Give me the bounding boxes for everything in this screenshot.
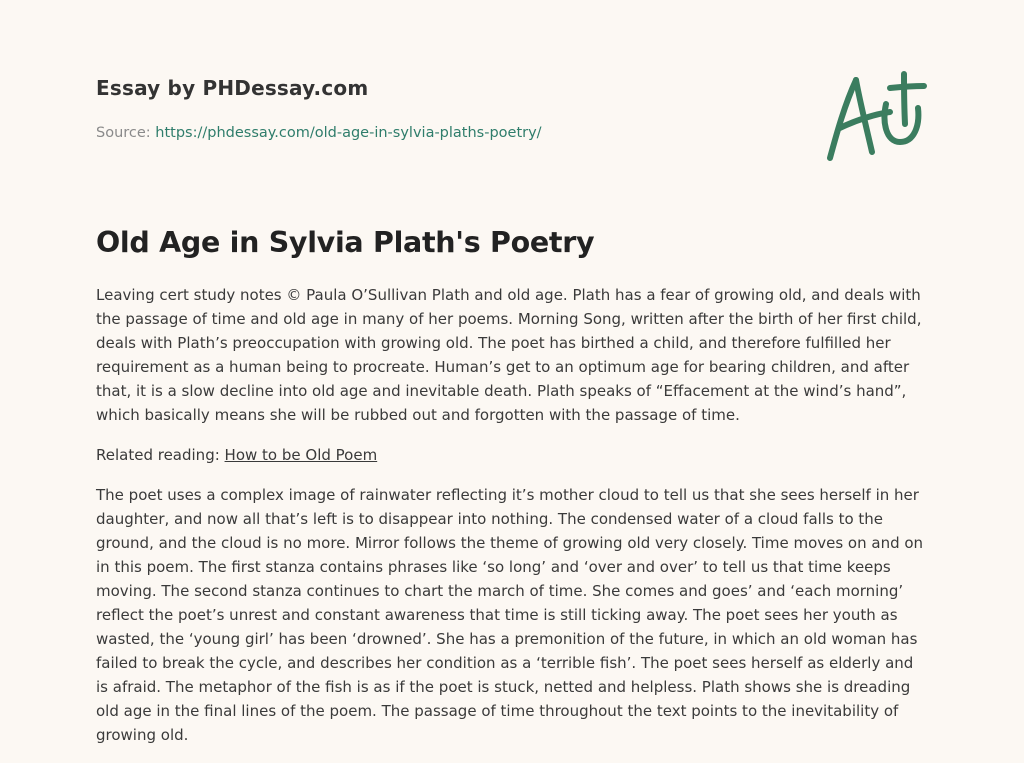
- a-plus-grade-icon: [820, 66, 930, 166]
- article-paragraph-1: Leaving cert study notes © Paula O’Sullivan Plath and old age. Plath has a fear of growing old, and deals with the passage of time and old age in many of her poems. Morning Song, written after the birth of her first child, deals with Plath’s preoccupation with growing old. The poet has birthed a child, and therefore fulfilled her requirement as a human being to procreate. Human’s get to an optimum age for bearing children, and after that, it is a slow decline into old age and inevitable death. Plath speaks of “Effacement at the wind’s hand”, which basically means she will be rubbed out and forgotten with the passage of time.: [96, 286, 922, 424]
- article: [96, 226, 930, 763]
- source-link[interactable]: https://phdessay.com/old-age-in-sylvia-plaths-poetry/: [155, 125, 542, 141]
- source-label: Source:: [96, 125, 151, 141]
- page-title: Old Age in Sylvia Plath's Poetry: [96, 226, 595, 259]
- related-reading-label: Related reading:: [96, 446, 220, 464]
- site-title: Essay by PHDessay.com: [96, 76, 369, 100]
- source-line: [96, 125, 796, 141]
- page-header: [96, 76, 796, 141]
- related-reading: [96, 443, 930, 467]
- related-reading-link[interactable]: How to be Old Poem: [224, 446, 378, 464]
- article-paragraph-2: The poet uses a complex image of rainwater reflecting it’s mother cloud to tell us that she sees herself in her daughter, and now all that’s left is to disappear into nothing. The condensed water of a cloud falls to the ground, and the cloud is no more. Mirror follows the theme of growing old very closely. Time moves on and on in this poem. The first stanza contains phrases like ‘so long’ and ‘over and over’ to tell us that time keeps moving. The second stanza continues to chart the march of time. She comes and goes’ and ‘each morning’ reflect the poet’s unrest and constant awareness that time is still ticking away. The poet sees her youth as wasted, the ‘young girl’ has been ‘drowned’. She has a premonition of the future, in which an old woman has failed to break the cycle, and describes her condition as a ‘terrible fish’. The poet sees herself as elderly and is afraid. The metaphor of the fish is as if the poet is stuck, netted and helpless. Plath shows she is dreading old age in the final lines of the poem. The passage of time throughout the text points to the inevitability of growing old.: [96, 486, 924, 744]
